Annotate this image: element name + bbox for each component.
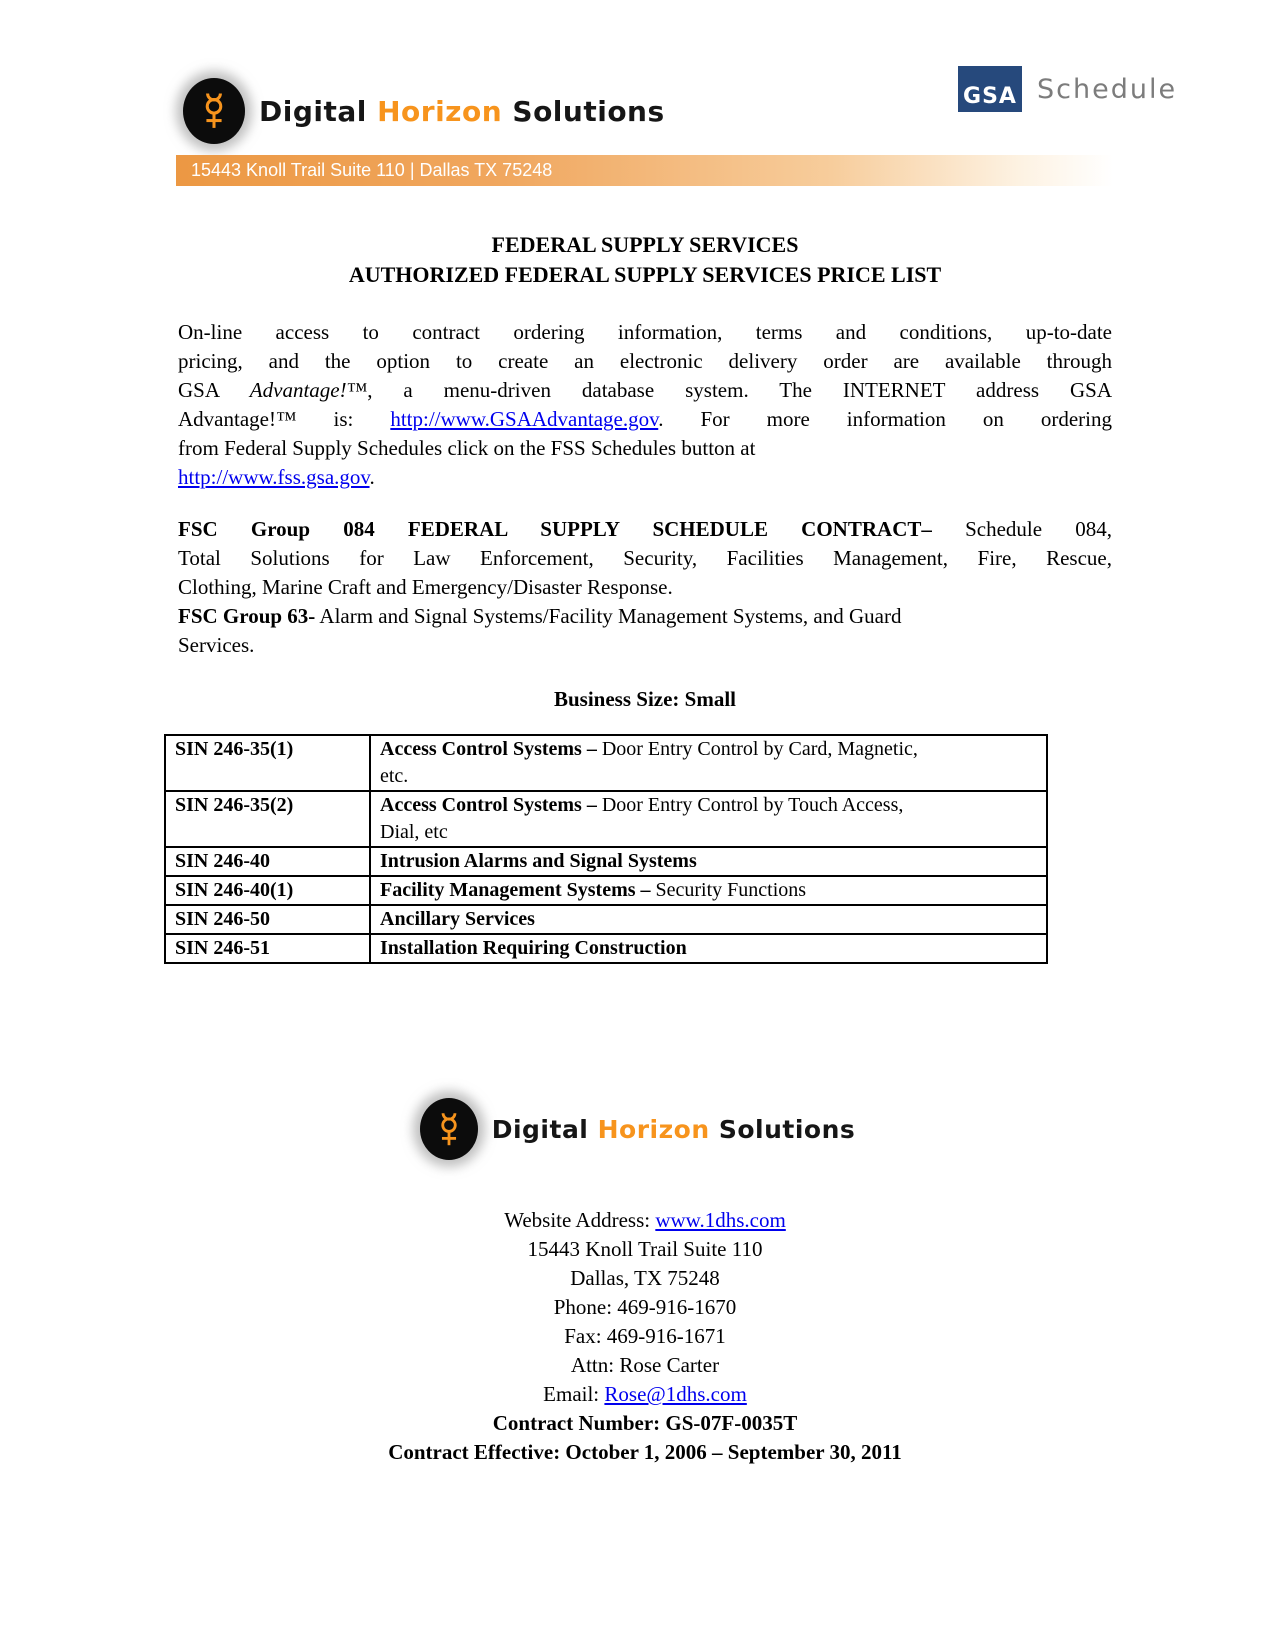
mercury-icon [200,91,228,131]
gsa-advantage-link[interactable]: http://www.GSAAdvantage.gov [390,407,659,431]
sin-table [164,734,1048,964]
intro-paragraph [178,318,1112,492]
phone-line: Phone: 469-916-1670 [553,1295,737,1319]
logo-circle [183,78,245,144]
sin-description: Ancillary Services [370,905,1047,934]
sin-number: SIN 246-35(1) [165,735,370,791]
header-address-bar: 15443 Knoll Trail Suite 110 | Dallas TX 75248 [176,155,1113,186]
fss-gsa-link[interactable]: http://www.fss.gsa.gov [178,465,370,489]
document-body [175,230,1112,964]
intro-line: Advantage!™ is: http://www.GSAAdvantage.gov. For more information on ordering [178,407,1112,431]
fsc-line: FSC Group 63- Alarm and Signal Systems/Facility Management Systems, and Guard [178,604,902,628]
sin-number: SIN 246-40(1) [165,876,370,905]
gsa-logo-square: GSA [958,66,1022,112]
gsa-schedule-label: Schedule [1037,73,1178,105]
mercury-icon [436,1111,462,1148]
logo-circle [420,1098,478,1160]
address-line-2: Dallas, TX 75248 [570,1266,720,1290]
company-logo-footer [0,1098,1275,1160]
sin-description: Access Control Systems – Door Entry Control by Card, Magnetic, etc. [370,735,1047,791]
page-title [178,230,1112,290]
company-wordmark [259,95,665,128]
table-row [165,847,1047,876]
title-line-2: AUTHORIZED FEDERAL SUPPLY SERVICES PRICE LIST [348,262,942,287]
sin-number: SIN 246-40 [165,847,370,876]
fsc-group-084-label: FSC Group 084 FEDERAL SUPPLY SCHEDULE CONTRACT– [178,517,932,541]
wordmark-digital: Digital [259,94,367,128]
table-row [165,735,1047,791]
email-link[interactable]: Rose@1dhs.com [604,1382,747,1406]
wordmark-solutions: Solutions [718,1114,856,1144]
contact-block [178,1206,1112,1467]
address-line-1: 15443 Knoll Trail Suite 110 [527,1237,763,1261]
intro-line: from Federal Supply Schedules click on the FSS Schedules button at [178,436,756,460]
wordmark-digital: Digital [491,1114,589,1144]
contract-effective-line: Contract Effective: October 1, 2006 – September 30, 2011 [388,1440,902,1464]
table-row [165,791,1047,847]
sin-number: SIN 246-50 [165,905,370,934]
fsc-group-63-label: FSC Group 63- [178,604,316,628]
fsc-line: Total Solutions for Law Enforcement, Security, Facilities Management, Fire, Rescue, [178,546,1112,570]
intro-line: http://www.fss.gsa.gov. [178,465,375,489]
fsc-line: FSC Group 084 FEDERAL SUPPLY SCHEDULE CONTRACT– Schedule 084, [178,517,1112,541]
sin-number: SIN 246-35(2) [165,791,370,847]
intro-line: pricing, and the option to create an electronic delivery order are available through [178,349,1112,373]
wordmark-solutions: Solutions [512,94,665,128]
table-row [165,905,1047,934]
intro-line: On-line access to contract ordering information, terms and conditions, up-to-date [178,320,1112,344]
fax-line: Fax: 469-916-1671 [564,1324,726,1348]
sin-number: SIN 246-51 [165,934,370,963]
sin-description: Access Control Systems – Door Entry Control by Touch Access, Dial, etc [370,791,1047,847]
fsc-paragraph [178,515,1112,660]
table-row [165,876,1047,905]
sin-description: Installation Requiring Construction [370,934,1047,963]
wordmark-horizon: Horizon [597,1114,710,1144]
fsc-line: Clothing, Marine Craft and Emergency/Disaster Response. [178,575,673,599]
intro-line: GSA Advantage!™, a menu-driven database system. The INTERNET address GSA [178,378,1112,402]
wordmark-horizon: Horizon [377,94,503,128]
attn-line: Attn: Rose Carter [570,1353,720,1377]
website-line: Website Address: www.1dhs.com [504,1208,786,1232]
sin-description: Intrusion Alarms and Signal Systems [370,847,1047,876]
title-line-1: FEDERAL SUPPLY SERVICES [491,232,799,257]
gsa-schedule-logo [958,66,1177,112]
advantage-trademark: Advantage!™ [249,378,368,402]
company-logo-header [183,78,665,144]
table-row [165,934,1047,963]
email-line: Email: Rose@1dhs.com [543,1382,747,1406]
business-size-label: Business Size: Small [553,687,737,711]
website-link[interactable]: www.1dhs.com [655,1208,786,1232]
company-wordmark [492,1115,856,1144]
contract-number-line: Contract Number: GS-07F-0035T [492,1411,798,1435]
sin-description: Facility Management Systems – Security Functions [370,876,1047,905]
fsc-line: Services. [178,633,255,657]
